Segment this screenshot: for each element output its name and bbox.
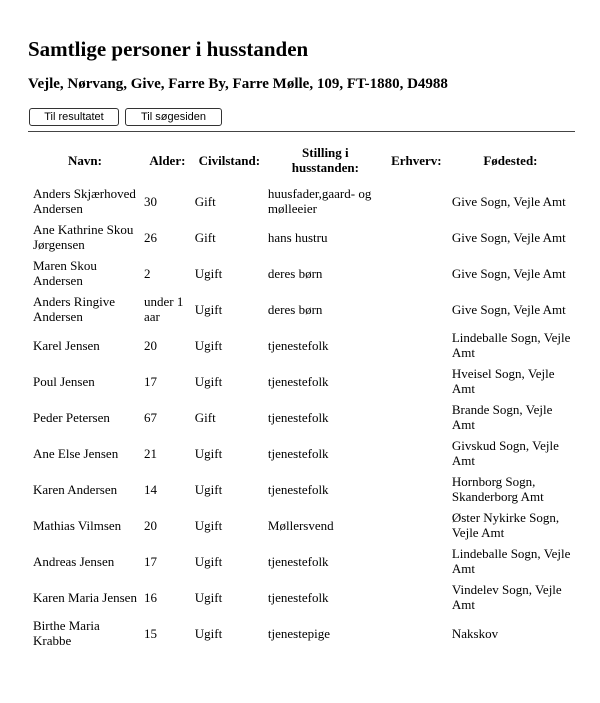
cell-name: Poul Jensen [33,373,95,389]
cell-household-position: tjenestefolk [267,337,329,353]
cell-occupation [385,399,448,435]
table-row [28,219,573,255]
cell-birthplace: Givskud Sogn, Vejle Amt [451,438,559,468]
cell-household-position: tjenestefolk [267,409,329,425]
cell-age: 17 [143,373,157,389]
cell-age: under 1 aar [143,294,184,324]
table-row [28,543,573,579]
header-marital-status: Civilstand: [198,152,261,168]
cell-marital-status: Ugift [194,265,223,281]
cell-household-position: deres børn [267,265,323,281]
cell-occupation [385,471,448,507]
table-header-row [28,143,573,183]
cell-age: 16 [143,589,157,605]
cell-age: 2 [143,265,151,281]
cell-age: 67 [143,409,157,425]
cell-name: Karen Andersen [33,481,118,497]
cell-age: 15 [143,625,157,641]
table-row [28,399,573,435]
cell-marital-status: Ugift [194,553,223,569]
back-to-results-button[interactable]: Til resultatet [29,108,119,126]
cell-birthplace: Give Sogn, Vejle Amt [451,229,566,245]
cell-name: Karen Maria Jensen [33,589,137,605]
cell-age: 14 [143,481,157,497]
cell-household-position: tjenestefolk [267,589,329,605]
household-table [28,143,573,651]
cell-name: Birthe Maria Krabbe [33,618,100,648]
table-row [28,507,573,543]
cell-household-position: tjenestefolk [267,373,329,389]
cell-marital-status: Ugift [194,301,223,317]
header-occupation: Erhverv: [391,152,442,168]
table-row [28,579,573,615]
cell-occupation [385,363,448,399]
cell-marital-status: Ugift [194,517,223,533]
header-name: Navn: [68,152,102,168]
cell-marital-status: Ugift [194,373,223,389]
cell-occupation [385,579,448,615]
cell-birthplace: Lindeballe Sogn, Vejle Amt [451,546,571,576]
cell-marital-status: Gift [194,409,216,425]
cell-age: 26 [143,229,157,245]
cell-name: Karel Jensen [33,337,100,353]
divider [28,131,575,132]
header-birthplace: Fødested: [483,152,538,168]
cell-age: 30 [143,193,157,209]
cell-household-position: Møllersvend [267,517,334,533]
cell-marital-status: Gift [194,193,216,209]
table-row [28,471,573,507]
cell-birthplace: Brande Sogn, Vejle Amt [451,402,553,432]
cell-birthplace: Lindeballe Sogn, Vejle Amt [451,330,571,360]
cell-occupation [385,219,448,255]
table-row [28,291,573,327]
cell-household-position: deres børn [267,301,323,317]
cell-age: 20 [143,337,157,353]
cell-age: 21 [143,445,157,461]
cell-marital-status: Ugift [194,589,223,605]
table-body [28,183,573,651]
cell-household-position: tjenestefolk [267,553,329,569]
cell-household-position: tjenestefolk [267,481,329,497]
cell-marital-status: Ugift [194,481,223,497]
table-row [28,255,573,291]
cell-birthplace: Give Sogn, Vejle Amt [451,265,566,281]
cell-birthplace: Hornborg Sogn, Skanderborg Amt [451,474,544,504]
cell-name: Mathias Vilmsen [33,517,122,533]
cell-occupation [385,291,448,327]
cell-occupation [385,615,448,651]
header-household-position: Stilling i husstanden: [291,145,359,175]
cell-occupation [385,435,448,471]
cell-name: Andreas Jensen [33,553,115,569]
table-row [28,363,573,399]
cell-marital-status: Ugift [194,445,223,461]
cell-birthplace: Give Sogn, Vejle Amt [451,301,566,317]
cell-occupation [385,507,448,543]
cell-age: 17 [143,553,157,569]
cell-name: Ane Kathrine Skou Jørgensen [33,222,134,252]
cell-household-position: tjenestefolk [267,445,329,461]
cell-occupation [385,327,448,363]
cell-household-position: huusfader,gaard- og mølleeier [267,186,372,216]
table-row [28,615,573,651]
cell-marital-status: Gift [194,229,216,245]
cell-birthplace: Nakskov [451,625,499,641]
cell-occupation [385,255,448,291]
cell-name: Anders Skjærhoved Andersen [33,186,136,216]
cell-occupation [385,183,448,219]
cell-occupation [385,543,448,579]
cell-marital-status: Ugift [194,337,223,353]
table-row [28,435,573,471]
back-to-search-button[interactable]: Til søgesiden [125,108,222,126]
cell-marital-status: Ugift [194,625,223,641]
cell-household-position: hans hustru [267,229,328,245]
cell-name: Ane Else Jensen [33,445,119,461]
table-row [28,183,573,219]
cell-birthplace: Hveisel Sogn, Vejle Amt [451,366,555,396]
cell-birthplace: Øster Nykirke Sogn, Vejle Amt [451,510,560,540]
household-location: Vejle, Nørvang, Give, Farre By, Farre Mølle, 109, FT-1880, D4988 [28,76,448,92]
table-row [28,327,573,363]
cell-household-position: tjenestepige [267,625,330,641]
cell-name: Maren Skou Andersen [33,258,97,288]
cell-birthplace: Give Sogn, Vejle Amt [451,193,566,209]
cell-name: Anders Ringive Andersen [33,294,115,324]
cell-birthplace: Vindelev Sogn, Vejle Amt [451,582,562,612]
cell-age: 20 [143,517,157,533]
header-age: Alder: [149,152,186,168]
page-title: Samtlige personer i husstanden [28,37,309,61]
cell-name: Peder Petersen [33,409,110,425]
